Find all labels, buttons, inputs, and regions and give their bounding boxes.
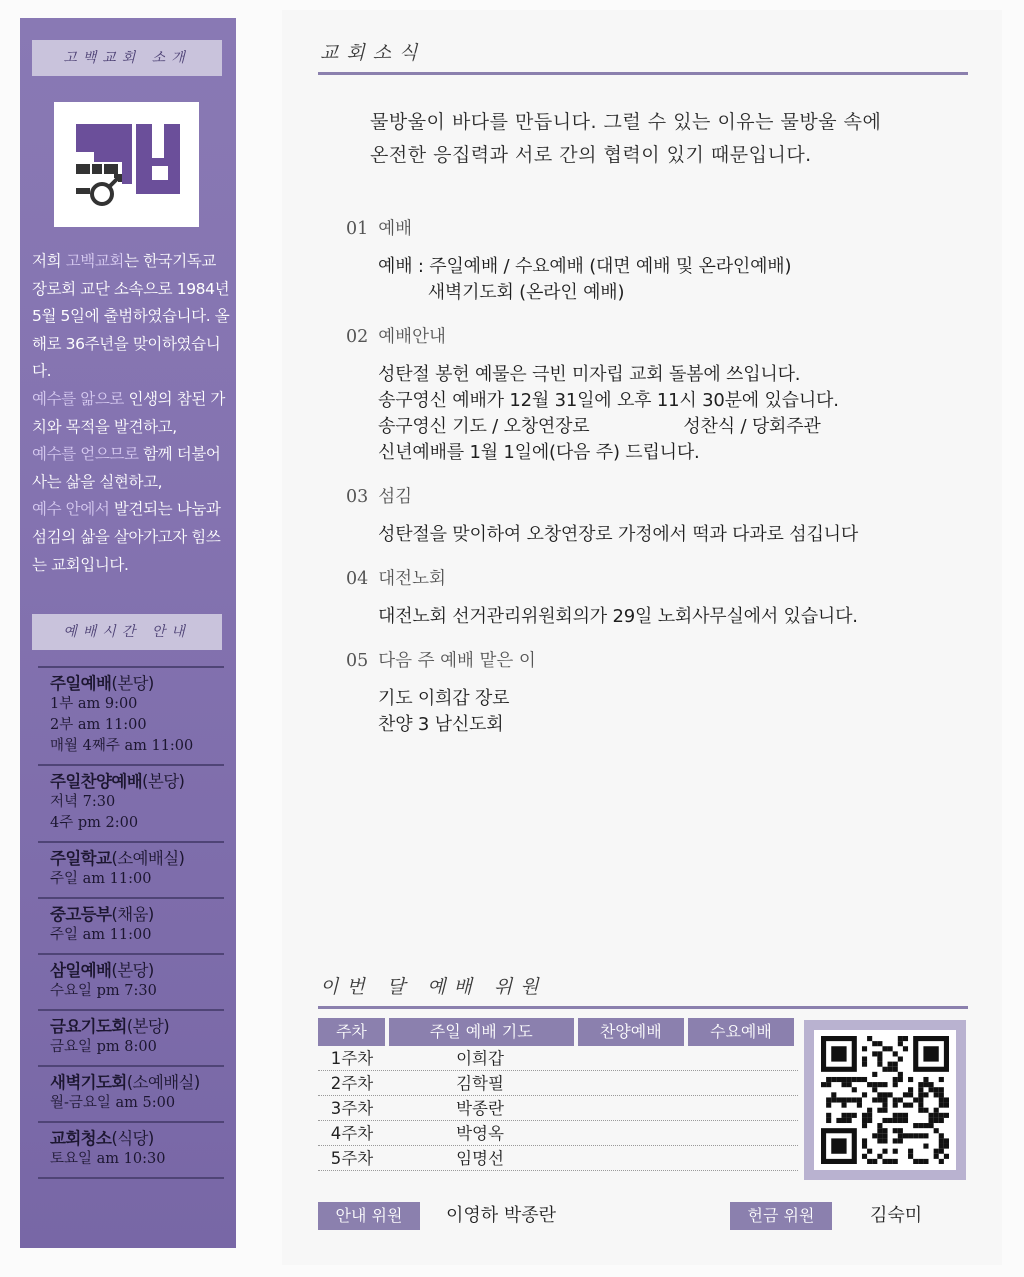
schedule-time: 월-금요일 am 5:00 [50, 1095, 176, 1111]
schedule-name: 주일예배 [50, 674, 112, 693]
qr-code-frame [804, 1020, 966, 1180]
schedule-place: (본당) [142, 772, 185, 791]
duty-column-header: 찬양예배 [578, 1018, 684, 1046]
schedule-item [38, 953, 224, 1009]
news-item-line: 찬양 3 남신도회 [378, 714, 504, 735]
schedule-title [50, 772, 224, 792]
schedule-time: 1부 am 9:00 [50, 696, 138, 712]
schedule-place: (식당) [111, 1129, 154, 1148]
news-item-heading [346, 322, 946, 352]
news-item-body [346, 254, 946, 306]
schedule-time: 4주 pm 2:00 [50, 815, 139, 831]
table-row [318, 1046, 798, 1071]
news-item-title: 예배 [378, 219, 413, 239]
schedule-place: (본당) [111, 961, 154, 980]
duty-column-header: 주차 [318, 1018, 385, 1046]
news-item-line: 성탄절 봉헌 예물은 극빈 미자립 교회 돌봄에 쓰입니다. [378, 364, 801, 385]
worship-schedule [38, 666, 224, 1179]
schedule-time: 매월 4째주 am 11:00 [50, 738, 194, 754]
news-item-heading [346, 646, 946, 676]
intro-highlight: 예수 안에서 [32, 500, 110, 519]
news-item-line: 예배 : 주일예배 / 수요예배 (대면 예배 및 온라인예배) [378, 256, 792, 277]
table-cell: 5주차 [330, 1149, 374, 1168]
schedule-time: 저녁 7:30 [50, 794, 116, 810]
news-item-heading [346, 564, 946, 594]
schedule-heading: 예배시간 안내 [32, 614, 222, 650]
schedule-time: 금요일 pm 8:00 [50, 1039, 157, 1055]
duty-divider [318, 1006, 968, 1009]
table-cell [574, 1121, 682, 1145]
sidebar [20, 18, 236, 1248]
table-row [318, 1121, 798, 1146]
lead-line: 물방울이 바다를 만듭니다. 그럴 수 있는 이유는 물방울 속에 [370, 111, 882, 133]
table-cell [574, 1096, 682, 1120]
news-item-line: 송구영신 예배가 12월 31일에 오후 11시 30분에 있습니다. [378, 390, 839, 411]
schedule-place: (채움) [111, 905, 154, 924]
news-lead [370, 106, 930, 172]
table-cell: 이희갑 [456, 1049, 504, 1068]
table-cell: 1주차 [330, 1049, 374, 1068]
schedule-title [50, 1017, 224, 1037]
news-item-number: 02 [346, 327, 369, 347]
intro-text: 인생의 참된 가치와 목적을 발견하고, [32, 389, 225, 436]
schedule-item [38, 666, 224, 764]
church-introduction [32, 248, 230, 579]
news-item [346, 322, 946, 466]
table-row [318, 1096, 798, 1121]
schedule-title [50, 1073, 224, 1093]
lead-line: 온전한 응집력과 서로 간의 협력이 있기 때문입니다. [370, 144, 812, 166]
table-cell: 4주차 [330, 1124, 374, 1143]
intro-text: 는 한국기독교장로회 교단 소속으로 1984년 5월 5일에 출범하였습니다. 올해로 36주년을 맞이하였습니다. [32, 252, 230, 381]
news-heading: 교회소식 [320, 42, 426, 64]
schedule-item [38, 1065, 224, 1121]
news-item [346, 564, 946, 630]
table-row [318, 1146, 798, 1171]
church-logo-icon [54, 102, 199, 227]
qr-code-icon [820, 1036, 950, 1164]
schedule-name: 새벽기도회 [50, 1073, 127, 1092]
schedule-item [38, 841, 224, 897]
schedule-time: 수요일 pm 7:30 [50, 983, 157, 999]
schedule-title [50, 961, 224, 981]
news-item-line: 대전노회 선거관리위원회의가 29일 노회사무실에서 있습니다. [378, 606, 858, 627]
offering-label: 헌금 위원 [730, 1202, 832, 1230]
schedule-name: 금요기도회 [50, 1017, 127, 1036]
duty-table-body [318, 1046, 798, 1171]
guide-label: 안내 위원 [318, 1202, 420, 1230]
schedule-time: 주일 am 11:00 [50, 927, 152, 943]
schedule-time: 2부 am 11:00 [50, 717, 147, 733]
news-item-body [346, 604, 946, 630]
table-cell [682, 1096, 790, 1120]
news-item [346, 646, 946, 738]
news-item-line: 신년예배를 1월 1일에(다음 주) 드립니다. [378, 442, 700, 463]
table-cell: 박영옥 [456, 1124, 504, 1143]
news-item [346, 214, 946, 306]
news-item-title: 섬김 [378, 487, 413, 507]
schedule-time: 주일 am 11:00 [50, 871, 152, 887]
news-item-heading [346, 214, 946, 244]
table-cell [682, 1146, 790, 1170]
duty-roles [318, 1198, 968, 1232]
duty-table [318, 1018, 798, 1171]
news-item-line: 기도 이희갑 장로 [378, 688, 510, 709]
news-item [346, 482, 946, 548]
news-item-line: 송구영신 기도 / 오창연장로 성찬식 / 당회주관 [378, 416, 821, 437]
news-list [346, 214, 946, 754]
duty-heading: 이번 달 예배 위원 [320, 976, 547, 998]
schedule-item [38, 1121, 224, 1179]
schedule-title [50, 849, 224, 869]
schedule-name: 교회청소 [50, 1129, 112, 1148]
news-item-line: 새벽기도회 (온라인 예배) [378, 282, 625, 303]
schedule-item [38, 1009, 224, 1065]
table-row [318, 1071, 798, 1096]
news-item-line: 성탄절을 맞이하여 오창연장로 가정에서 떡과 다과로 섬깁니다 [378, 524, 859, 545]
news-item-body [346, 362, 946, 466]
schedule-name: 중고등부 [50, 905, 112, 924]
schedule-item [38, 764, 224, 841]
table-cell [682, 1046, 790, 1070]
news-divider [318, 72, 968, 75]
schedule-place: (소예배실) [126, 1073, 200, 1092]
table-cell [574, 1071, 682, 1095]
intro-text: 발견되는 나눔과 섬김의 삶을 살아가고자 힘쓰는 교회입니다. [32, 500, 221, 574]
schedule-name: 주일학교 [50, 849, 112, 868]
news-item-number: 03 [346, 487, 369, 507]
intro-highlight: 예수를 앎으로 [32, 389, 124, 408]
news-item-heading [346, 482, 946, 512]
news-item-body [346, 686, 946, 738]
table-cell: 3주차 [330, 1099, 374, 1118]
table-cell [574, 1046, 682, 1070]
schedule-place: (소예배실) [111, 849, 185, 868]
schedule-title [50, 905, 224, 925]
table-cell: 박종란 [456, 1099, 504, 1118]
table-cell [682, 1121, 790, 1145]
table-cell: 김학필 [456, 1074, 504, 1093]
intro-text: 함께 더불어 사는 삶을 실현하고, [32, 445, 221, 491]
church-logo [54, 102, 199, 227]
schedule-title [50, 1129, 224, 1149]
news-item-title: 예배안내 [378, 327, 446, 347]
schedule-time: 토요일 am 10:30 [50, 1151, 166, 1167]
offering-value: 김숙미 [870, 1205, 923, 1226]
schedule-item [38, 897, 224, 953]
schedule-title [50, 674, 224, 694]
news-item-title: 대전노회 [378, 569, 446, 589]
news-item-number: 05 [346, 651, 369, 671]
news-item-number: 01 [346, 219, 369, 239]
church-name-highlight: 고백교회 [65, 252, 124, 270]
qr-code[interactable] [814, 1030, 956, 1170]
schedule-place: (본당) [111, 674, 154, 693]
table-cell: 2주차 [330, 1074, 374, 1093]
schedule-name: 삼일예배 [50, 961, 112, 980]
schedule-place: (본당) [126, 1017, 170, 1036]
table-cell [574, 1146, 682, 1170]
news-item-title: 다음 주 예배 맡은 이 [378, 651, 536, 671]
intro-highlight: 예수를 얻으므로 [32, 445, 139, 464]
duty-column-header: 수요예배 [688, 1018, 794, 1046]
intro-text: 저희 [32, 252, 66, 270]
table-cell: 임명선 [456, 1149, 504, 1168]
guide-value: 이영하 박종란 [446, 1205, 557, 1226]
news-item-body [346, 522, 946, 548]
duty-column-header: 주일 예배 기도 [389, 1018, 574, 1046]
duty-table-header [318, 1018, 798, 1046]
intro-heading: 고백교회 소개 [32, 40, 222, 76]
news-item-number: 04 [346, 569, 369, 589]
table-cell [682, 1071, 790, 1095]
schedule-name: 주일찬양예배 [50, 772, 143, 791]
